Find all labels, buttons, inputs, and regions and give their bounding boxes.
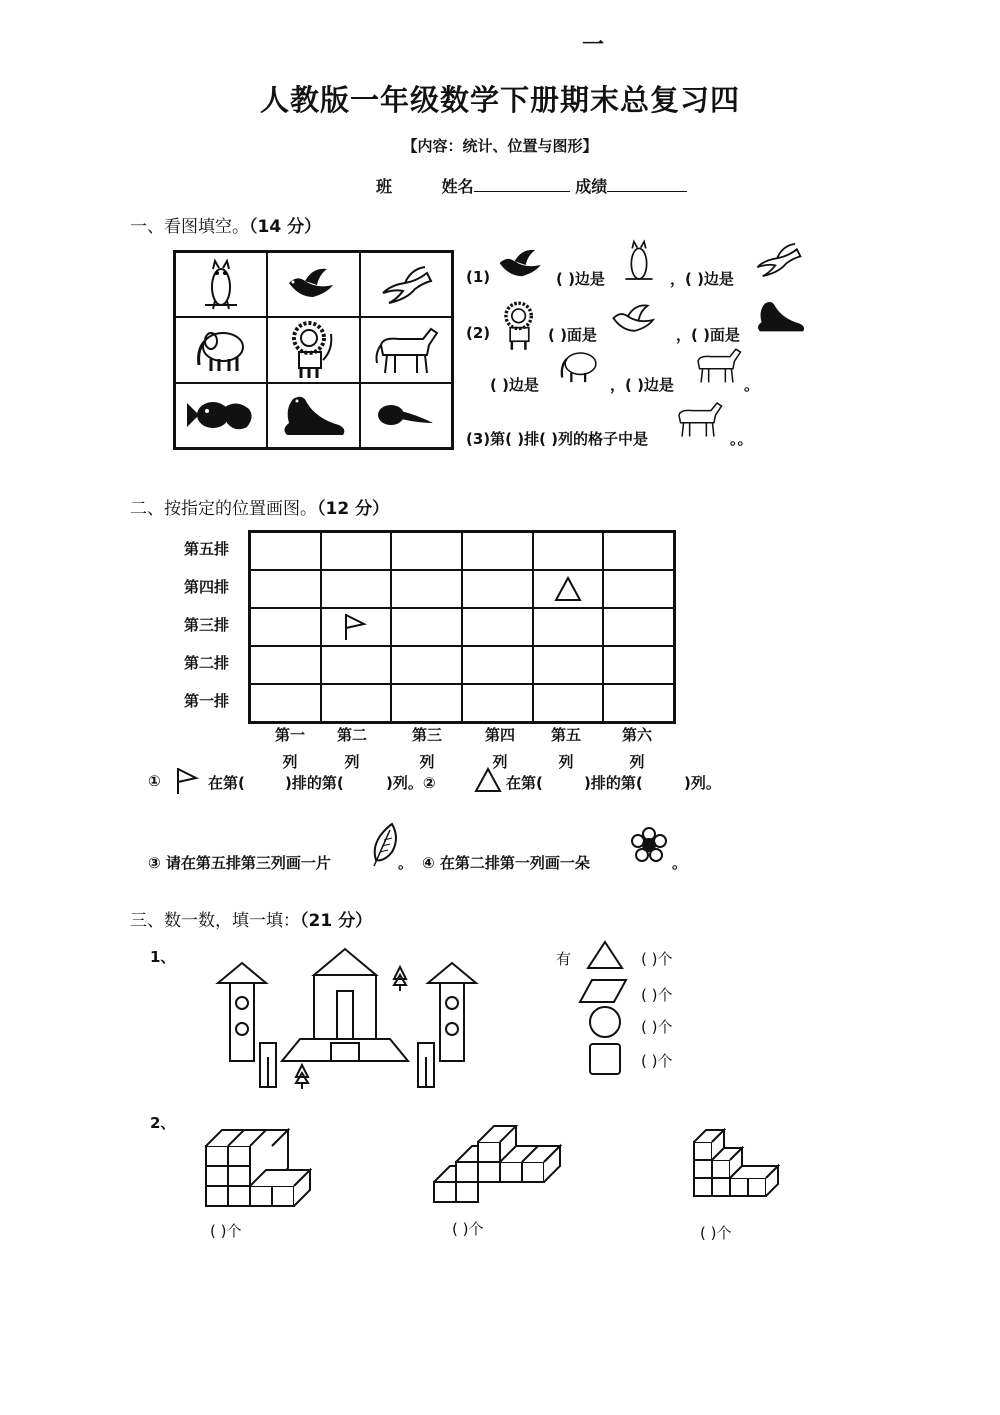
grid-cell[interactable] [462,684,533,722]
q2-number: (2) [466,324,491,342]
section1-title: 一、看图填空。 [130,217,249,237]
flower-icon [630,826,668,864]
grid-cell[interactable] [391,684,462,722]
q2-blank-b[interactable]: ，( )面是 [676,326,740,344]
grid-cell[interactable] [250,570,321,608]
s2-q1-row-blank[interactable]: 在第( [208,774,245,792]
grid-cell[interactable] [391,570,462,608]
q3-text[interactable]: (3)第( )排( )列的格子中是 [466,430,649,448]
score-label: 成绩 [575,177,608,196]
lion-icon [500,300,544,352]
q1-line [466,268,490,286]
grid-cell[interactable] [391,646,462,684]
grid-cell[interactable] [533,684,604,722]
bird-icon [752,240,804,280]
grid-cell[interactable] [462,608,533,646]
fish-icon [175,383,267,448]
section2-title: 二、按指定的位置画图。 [130,499,317,519]
grid-cell[interactable] [250,684,321,722]
grid-cell[interactable] [603,532,674,570]
grid-cell[interactable] [250,608,321,646]
grid-cell[interactable] [462,570,533,608]
q1-blank-a[interactable]: ( )边是 [556,270,605,288]
q2b-end: 。 [744,376,760,394]
col-label-3: 第三 列 [411,726,442,771]
grid-cell[interactable] [391,608,462,646]
lion-icon [267,317,359,382]
grid-cell[interactable] [391,532,462,570]
s2-q3-end: 。 [398,854,414,872]
horse-icon [360,317,452,382]
s2-q4-end: 。 [672,854,688,872]
class-label: 班 [376,177,393,196]
section1-heading [130,212,321,237]
col-label-2: 第二 列 [336,726,367,771]
triangle-icon [586,940,624,970]
animal-grid [173,250,454,450]
leaf-icon [370,822,400,868]
row-label-1: 第一排 [184,692,230,710]
have-label: 有 [556,950,572,968]
row-label-3: 第三排 [184,616,230,634]
dove-icon [608,302,662,338]
col-label-1: 第一 列 [274,726,305,771]
col-label-4: 第四 列 [484,726,515,771]
grid-cell[interactable] [321,646,392,684]
flag-icon [342,612,370,642]
cube-stack-3 [688,1122,788,1214]
cube1-count-blank[interactable]: ( )个 [210,1222,242,1240]
cube-stack-1 [200,1112,330,1212]
grid-cell[interactable] [462,532,533,570]
seal-icon [267,383,359,448]
horse-icon [692,346,742,384]
row-label-2: 第二排 [184,654,230,672]
grid-cell[interactable] [250,532,321,570]
student-info [376,174,687,197]
s2-q1-end: )列。② [386,774,436,792]
square-icon [588,1042,622,1076]
horse-icon [672,400,724,438]
section2-heading [130,494,389,519]
tadpole-icon [360,383,452,448]
grid-cell[interactable] [321,570,392,608]
grid-cell[interactable] [603,684,674,722]
grid-cell[interactable] [321,532,392,570]
cube2-count-blank[interactable]: ( )个 [452,1220,484,1238]
q1-number: (1) [466,268,491,286]
page-title: 人教版一年级数学下册期末总复习四 [259,83,740,117]
grid-cell[interactable] [533,608,604,646]
row-label-4: 第四排 [184,578,230,596]
parallelogram-count-blank[interactable]: ( )个 [641,986,673,1004]
grid-cell[interactable] [533,532,604,570]
grid-cell[interactable] [533,570,604,608]
section1-points: （14 分） [249,217,322,237]
col-label-5: 第五 列 [550,726,581,771]
position-grid [248,530,676,724]
grid-cell[interactable] [321,608,392,646]
dove-icon [494,246,550,284]
elephant-icon [175,317,267,382]
name-label: 姓名 [441,177,474,196]
owl-icon [622,238,656,286]
section3-title: 三、数一数，填一填： [130,911,300,931]
page-dash: 一 [582,33,605,58]
q2b-blank-a[interactable]: ( )边是 [490,376,539,394]
flag-icon [174,764,202,798]
triangle-count-blank[interactable]: ( )个 [641,950,673,968]
s2-q1-number: ① [148,772,161,790]
grid-cell[interactable] [533,646,604,684]
grid-cell[interactable] [250,646,321,684]
cube-stack-2 [430,1110,570,1210]
q2-blank-a[interactable]: ( )面是 [548,326,597,344]
dove-icon [267,252,359,317]
s3-part2-number: 2、 [150,1114,176,1132]
col-label-6: 第六 列 [621,726,652,771]
section3-points: （21 分） [300,911,373,931]
page-subtitle: 【内容：统计、位置与图形】 [402,137,598,155]
triangle-icon [554,576,582,602]
triangle-icon [474,766,502,794]
building-figure [210,945,480,1095]
square-count-blank[interactable]: ( )个 [641,1052,673,1070]
s2-q3-text: ③ 请在第五排第三列画一片 [148,854,331,872]
s2-q1-col-blank[interactable]: )排的第( [285,774,344,792]
grid-cell[interactable] [321,684,392,722]
s2-q4-text: ④ 在第二排第一列画一朵 [422,854,590,872]
grid-cell[interactable] [603,570,674,608]
elephant-icon [556,346,602,386]
bird-icon [360,252,452,317]
score-field[interactable] [607,175,687,192]
seal-icon [752,296,808,336]
circle-icon [587,1004,623,1040]
s3-part1-number: 1、 [150,948,176,966]
s2-q2-row-blank[interactable]: 在第( [506,774,543,792]
q3-end: 。。 [730,430,753,448]
row-label-5: 第五排 [184,540,230,558]
section3-heading [130,906,372,931]
grid-cell[interactable] [603,608,674,646]
owl-icon [175,252,267,317]
s2-q2-col-blank[interactable]: )排的第( [584,774,643,792]
grid-cell[interactable] [603,646,674,684]
name-field[interactable] [474,175,570,192]
q1-blank-b[interactable]: ，( )边是 [670,270,734,288]
circle-count-blank[interactable]: ( )个 [641,1018,673,1036]
cube3-count-blank[interactable]: ( )个 [700,1224,732,1242]
s2-q2-end: )列。 [684,774,721,792]
grid-cell[interactable] [462,646,533,684]
section2-points: （12 分） [317,499,390,519]
parallelogram-icon [578,978,628,1004]
q2b-blank-b[interactable]: ，( )边是 [610,376,674,394]
